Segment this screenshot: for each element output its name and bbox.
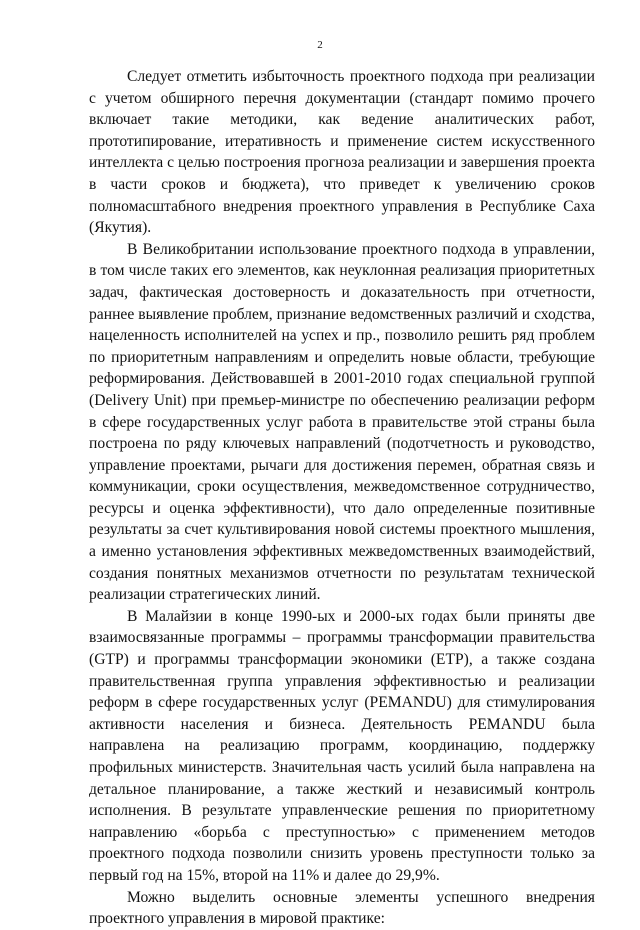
paragraph-key-elements-intro: Можно выделить основные элементы успешного внедрения проектного управления в мировой практике: xyxy=(89,888,595,928)
paragraph-united-kingdom: В Великобритании использование проектного подхода в управлении, в том числе таких его элементов, как неуклонная реализация приоритетных задач, фактическая достоверность и доказательность при отчетности, раннее выявление проблем, признание ведомственных различий и сходства, нацеленность исполнителей на успех и пр., позволило решить ряд проблем по приоритетным направлениям и определить новые области, требующие реформирования. Действовавшей в 2001-2010 годах специальной группой (Delivery Unit) при премьер-министре по обеспечению реализации реформ в сфере государственных услуг работа в правительстве этой страны была построена по ряду ключевых направлений (подотчетность и руководство, управление проектами, рычаги для достижения перемен, обратная связь и коммуникации, сроки осуществления, межведомственное сотрудничество, ресурсы и оценка эффективности), что дало определенные позитивные результаты за счет культивирования новой системы проектного мышления, а именно установления эффективных межведомственных взаимодействий, создания понятных механизмов отчетности по результатам технической реализации стратегических линий. xyxy=(89,240,595,604)
page-number: 2 xyxy=(317,39,323,51)
paragraph-malaysia: В Малайзии в конце 1990-ых и 2000-ых годах были приняты две взаимосвязанные программы – программы трансформации правительства (GTP) и программы трансформации экономики (ETP), а также создана правительственная группа управления эффективностью и реализации реформ в сфере государственных услуг (PEMANDU) для стимулирования активности населения и бизнеса. Деятельность PEMANDU была направлена на реализацию программ, координацию, поддержку профильных министерств. Значительная часть усилий была направлена на детальное планирование, а также жесткий и независимый контроль исполнения. В результате управленческие решения по приоритетному направлению «борьба с преступностью» с применением методов проектного подхода позволили снизить уровень преступности только за первый год на 15%, второй на 11% и далее до 29,9%. xyxy=(89,607,595,884)
paragraph-project-approach-redundancy: Следует отметить избыточность проектного подхода при реализации с учетом обширного перечня документации (стандарт помимо прочего включает такие методики, как ведение аналитических работ, прототипирование, итеративность и применение систем искусственного интеллекта с целью построения прогноза реализации и завершения проекта в части сроков и бюджета), что приведет к увеличению сроков полномасштабного внедрения проектного управления в Республике Саха (Якутия). xyxy=(89,68,595,237)
document-body xyxy=(89,66,595,930)
